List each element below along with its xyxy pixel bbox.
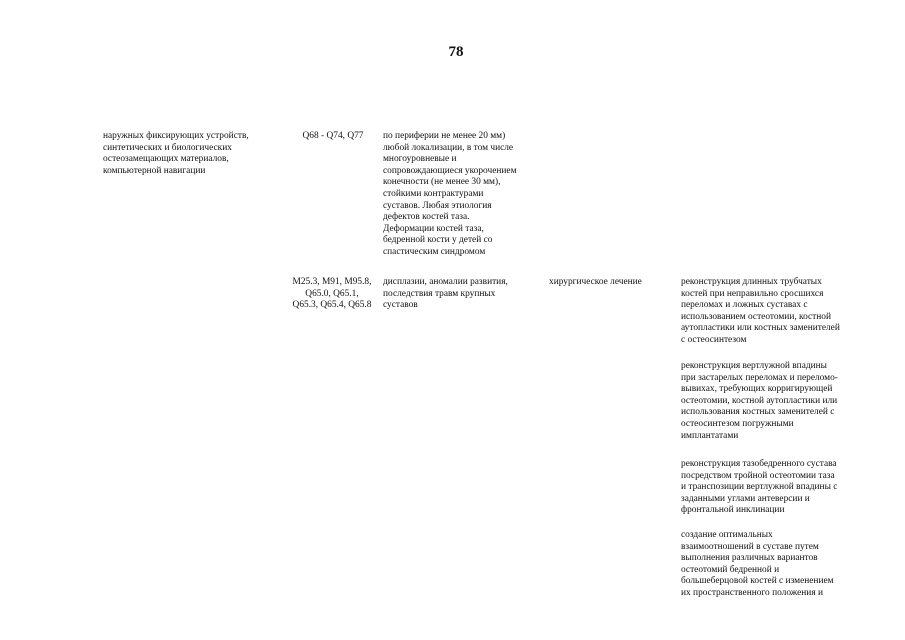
page-number: 78 [448, 44, 464, 60]
patient-model-text: дисплазии, аномалии развития, последствия травм крупных суставов [383, 277, 508, 311]
treatment-type: хирургическое лечение [549, 277, 642, 287]
method-item: реконструкция тазобедренного сустава посредством тройной остеотомии таза и транспозиции вертлужной впадины с заданными углами антеверсии и фронтальной инклинации [681, 459, 838, 516]
diagnosis-codes: Q68 - Q74, Q77 [302, 131, 364, 141]
method-item: реконструкция длинных трубчатых костей при неправильно сросшихся переломах и ложных суставах с использованием остеотомии, костной аутопластики или костных заменителей с остеосинтезом [681, 277, 840, 345]
diagnosis-codes: M25.3, M91, M95.8, Q65.0, Q65.1, Q65.3, Q65.4, Q65.8 [292, 277, 372, 311]
technologies-text: наружных фиксирующих устройств, синтетических и биологических остеозамещающих материалов, компьютерной навигации [103, 131, 249, 176]
method-item: создание оптимальных взаимоотношений в суставе путем выполнения различных вариантов остеотомий бедренной и большеберцовой костей с изменением их пространственного положения и [681, 530, 834, 598]
method-item: реконструкция вертлужной впадины при застарелых переломах и переломо- вывихах, требующих корригирующей остеотомии, костной аутопластики или использования костных заменителей с остеосинтезом погружными имплантатами [681, 361, 838, 441]
patient-model-text: по периферии не менее 20 мм) любой локализации, в том числе многоуровневые и сопровождающиеся укорочением конечности (не менее 30 мм), стойкими контрактурами суставов. Любая этиология дефектов костей таза. Деформации костей таза, бедренной кости у детей со спастическим синдромом [383, 131, 517, 257]
